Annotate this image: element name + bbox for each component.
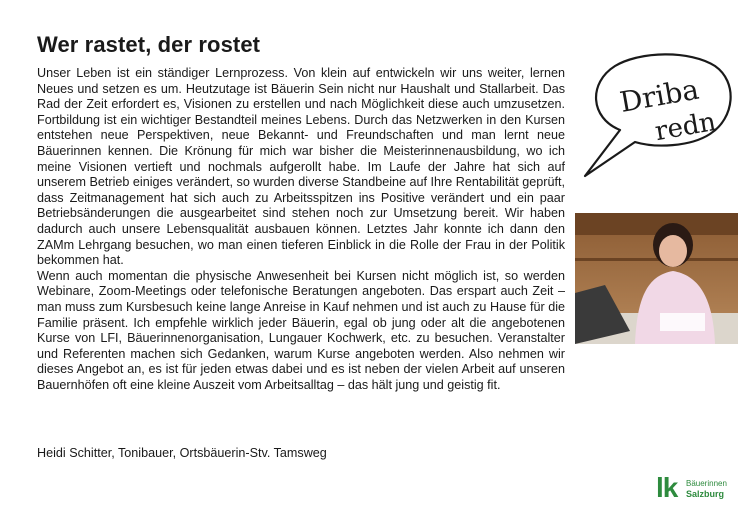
logo-line2: Salzburg xyxy=(686,489,725,499)
portrait-photo xyxy=(575,213,738,344)
lk-logo xyxy=(656,472,736,506)
paragraph-1: Unser Leben ist ein ständiger Lernprozess. Von klein auf entwickeln wir uns weiter, lernen Neues und setzen es um. Heutzutage ist Bäuerin Sein nicht nur Haushalt und Stallarbeit. Das Rad der Zeit erfordert es, Visionen zu erstellen und nach Möglichkeit diese auch umzusetzen. Fortbildung ist ein wichtiger Bestandteil meines Lebens. Durch das Netzwerken in den Kursen entstehen neue Perspektiven, neue Bekannt- und Freundschaften und man lernt neue Bäuerinnen kennen. Die Krönung für mich war bisher die Meisterinnenausbildung, wo ich meine Visionen vertieft und nochmals aufgerollt habe. Im Laufe der Jahre hat sich auf unserem Betrieb einiges verändert, so wurden diverse Standbeine auf Ihre Rentabilität geprüft, dass Zeitmanagement hat sich auch zu Arbeitsspitzen ins Positive verändert und ein paar Betriebsänderungen die ausgearbeitet sind stehen noch zur Umsetzung bereit. Wir haben dadurch auch unsere Lebensqualität ausbauen können. Letztes Jahr konnte ich dann den ZAMm Lehrgang besuchen, wo man einen tieferen Einblick in die Rolle der Frau in der Politik bekommen hat. xyxy=(37,66,565,268)
article-title: Wer rastet, der rostet xyxy=(37,32,261,57)
bubble-text-line2: redn xyxy=(652,106,719,148)
speech-bubble-icon xyxy=(580,48,735,178)
author-signature: Heidi Schitter, Tonibauer, Ortsbäuerin-Stv. Tamsweg xyxy=(37,446,327,460)
article-body xyxy=(37,66,565,393)
logo-mark: lk xyxy=(656,472,678,503)
logo-line1: Bäuerinnen xyxy=(686,479,727,488)
bubble-text-line1: Driba xyxy=(617,72,702,119)
paragraph-2: Wenn auch momentan die physische Anwesenheit bei Kursen nicht möglich ist, so werden Webinare, Zoom-Meetings oder telefonische Beratungen angeboten. Das erspart auch Zeit – man muss zum Kursbesuch keine lange Anreise in Kauf nehmen und ist auch zu Hause für die Familie präsent. Ich empfehle wirklich jeder Bäuerin, egal ob jung oder alt die angebotenen Kurse von LFI, Bäuerinnenorganisation, Lungauer Kochwerk, etc. zu besuchen. Veranstalter und Referenten machen sich Gedanken, warum Kurse angeboten werden. Also nehmen wir dieses Angebot an, es ist für jeden etwas dabei und es ist neben der vielen Arbeit auf unseren Bauernhöfen oft eine kleine Auszeit vom Arbeitsalltag – das hält jung und geistig fit. xyxy=(37,268,565,392)
